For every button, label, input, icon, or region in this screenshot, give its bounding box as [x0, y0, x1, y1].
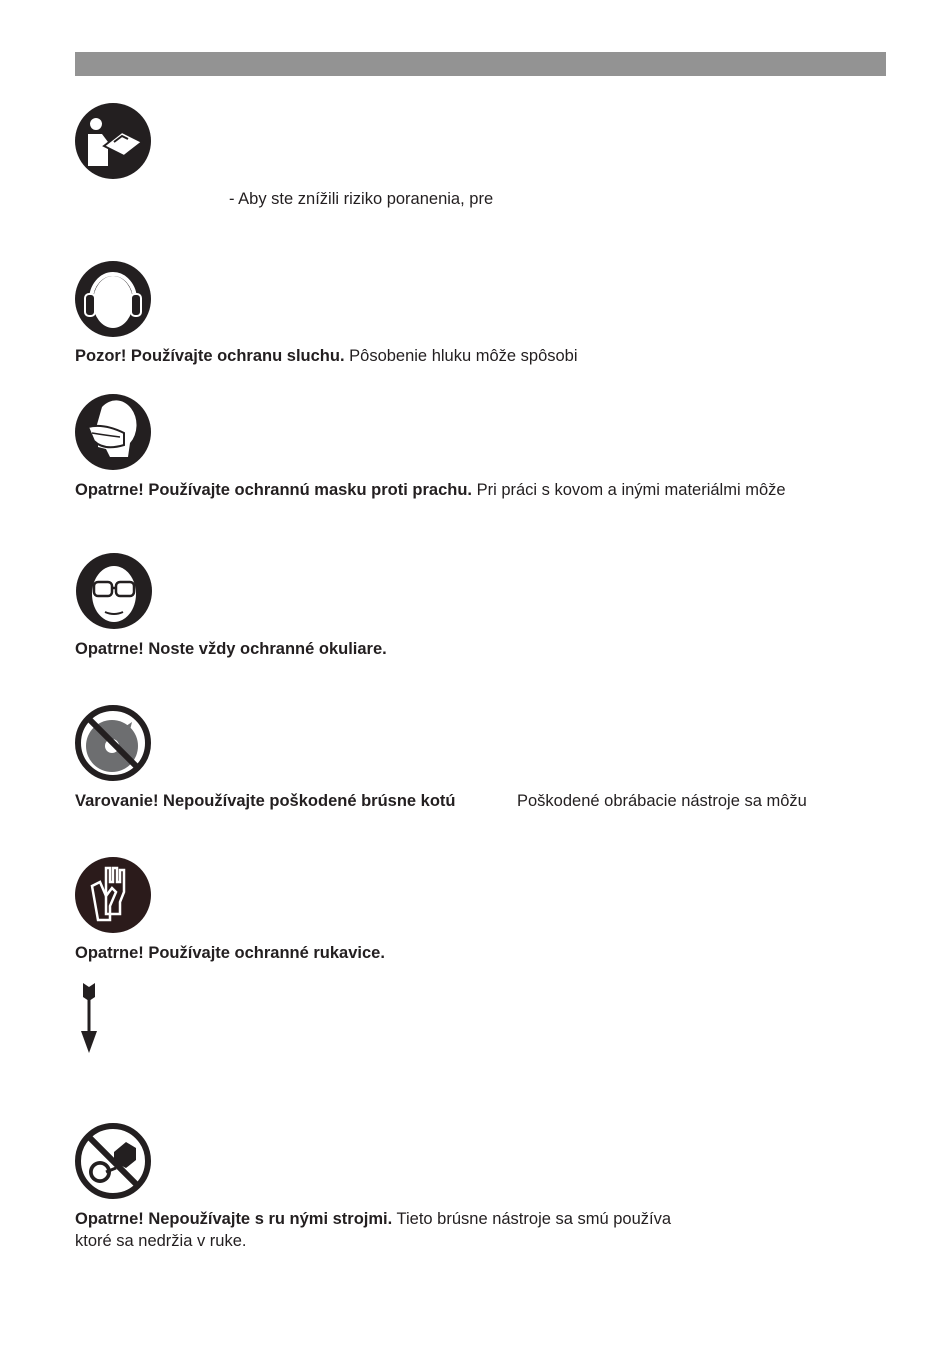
read-manual-icon [74, 102, 152, 180]
protective-gloves-icon [74, 856, 152, 934]
section-text: - Aby ste znížili riziko poranenia, pre [229, 190, 494, 208]
section-bold: Opatrne! Noste vždy ochranné okuliare. [75, 640, 387, 658]
section-bold: Opatrne! Používajte ochrannú masku proti prachu. [75, 481, 472, 499]
hearing-protection-text [75, 345, 578, 367]
section-text: Poškodené obrábacie nástroje sa môžu [517, 792, 807, 810]
section-text: Pôsobenie hluku môže spôsobi [344, 347, 578, 365]
header-bar [75, 52, 886, 76]
section-bold: Varovanie! Nepoužívajte poškodené brúsne kotú [75, 792, 456, 810]
downward-arrow-icon [78, 983, 100, 1055]
section-text: Pri práci s kovom a inými materiálmi môže [471, 481, 786, 499]
no-handheld-machine-icon [74, 1122, 152, 1200]
dust-mask-text [75, 479, 786, 501]
section-text: ktoré sa nedržia v ruke. [75, 1232, 247, 1250]
section-bold: Pozor! Používajte ochranu sluchu. [75, 347, 345, 365]
dust-mask-icon [74, 393, 152, 471]
protective-gloves-text [75, 942, 385, 964]
no-damaged-disc-text [75, 790, 456, 812]
section-text: Tieto brúsne nástroje sa smú používa [392, 1210, 672, 1228]
read-manual-text [229, 188, 493, 210]
safety-goggles-text [75, 638, 387, 660]
no-damaged-disc-text-cont [517, 790, 807, 812]
hearing-protection-icon [74, 260, 152, 338]
no-damaged-disc-icon [74, 704, 152, 782]
no-handheld-machine-text-line2 [75, 1230, 247, 1252]
section-bold: Opatrne! Nepoužívajte s ru nými strojmi. [75, 1210, 393, 1228]
no-handheld-machine-text [75, 1208, 671, 1230]
safety-goggles-icon [75, 552, 153, 630]
section-bold: Opatrne! Používajte ochranné rukavice. [75, 944, 385, 962]
